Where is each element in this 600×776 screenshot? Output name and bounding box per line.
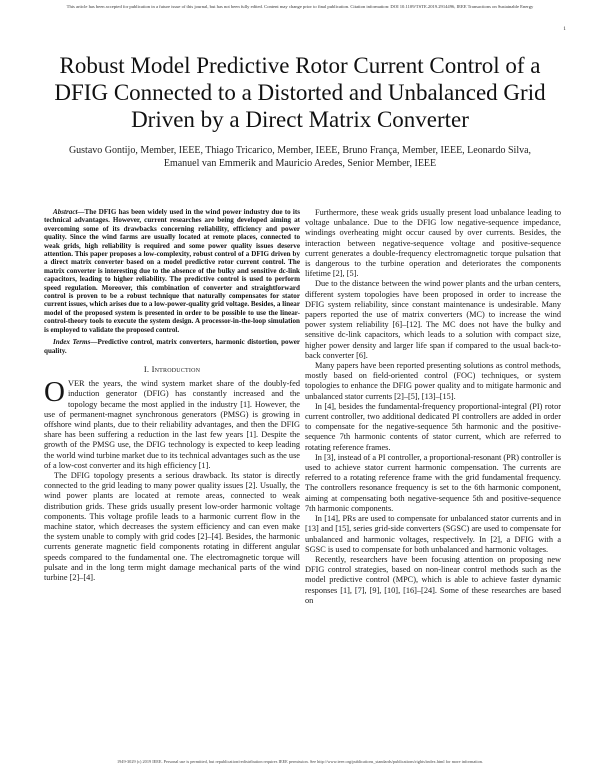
- intro-paragraph-5: Many papers have been reported presenting solutions as control methods, mostly based on field-oriented control (FOC) techniques, or system topologies to enhance the DFIG power quality and to mitigate harmonic and unbalanced stator currents [2]–[5], [13]–[15].: [305, 361, 561, 401]
- intro-paragraph-7: In [3], instead of a PI controller, a proportional-resonant (PR) controller is used to achieve stator current harmonic compensation. The currents are referred to a rotating reference frame with the grid fundamental frequency. The controllers resonance frequency is set to the 6th harmonic component, aiming at compensating both negative-sequence 5th and positive-sequence 7th harmonic components.: [305, 452, 561, 513]
- intro-paragraph-4: Due to the distance between the wind power plants and the urban centers, different system topologies have been proposed in order to increase the DFIG system reliability, since constant maintenance is undesirable. Many papers reported the use of matrix converters (MC) to increase the wind power system reliability [6]–[12]. The MC does not have the bulky and sensitive dc-link capacitors, which leads to a solution with compact size, higher power density and larger life span if compared to the usual back-to-back converter [6].: [305, 279, 561, 360]
- left-column: [44, 208, 300, 583]
- intro-paragraph-6: In [4], besides the fundamental-frequency proportional-integral (PI) rotor current controller, two additional dedicated PI controllers are added in order to compensate for the negative-sequence 5th harmonic and the positive-sequence 7th harmonic contents of stator current, which are referred to rotating reference frames.: [305, 401, 561, 452]
- author-list: [30, 145, 570, 170]
- index-terms-label: Index Terms—: [53, 338, 98, 347]
- abstract-text: The DFIG has been widely used in the wind power industry due to its technical advantages. However, current researches are being developed aiming at overcoming some of its drawbacks concerning reliability, efficiency and power quality. Since the wind farms are usually located at remote places, connected to weak grids, high reliability is required and some power quality issues deserve attention. This paper proposes a low-complexity, robust control of a DFIG driven by a direct matrix converter based on a model predictive rotor current control. The matrix converter is interesting due to the absence of the bulky and sensitive dc-link capacitors, leading to higher reliability. The predictive control is used to perform speed regulation. Moreover, this combination of converter and straightforward control is proven to be a robust technique that naturally compensates for stator current issues, which arises due to a low-power-quality grid voltage. Besides, a linear model of the proposed system is presented in order to be possible to use the linear-control-theory tools to execute the system design. A processor-in-the-loop simulation is employed to validate the proposed control.: [44, 208, 300, 334]
- paper-title: Robust Model Predictive Rotor Current Control of a DFIG Connected to a Distorted and Unbalanced Grid Driven by a Direct Matrix Converter: [54, 53, 546, 132]
- author-line-1: Gustavo Gontijo, Member, IEEE, Thiago Tricarico, Member, IEEE, Bruno França, Member, IEEE, Leonardo Silva,: [68, 145, 532, 156]
- intro-paragraph-3: Furthermore, these weak grids usually present load unbalance leading to voltage unbalance. Due to the DFIG low negative-sequence impedance, windings overheating might occur caused by over currents. Besides, the interaction between negative-sequence voltage and positive-sequence current generates a double-frequency electromagnetic torque pulsation that is dangerous to the turbine operation and deteriorates the components lifetime [2], [5].: [305, 208, 561, 279]
- right-column: [305, 208, 561, 606]
- section-heading-introduction: I. Introduction: [143, 363, 201, 374]
- abstract-label: Abstract—: [53, 208, 85, 216]
- intro-paragraph-8: In [14], PRs are used to compensate for unbalanced stator currents and in [13] and [15], series grid-side converters (SGSC) are used to compensate for unbalanced and harmonic voltages, respectively. In [2], a DFIG with a SGSC is used to compensate for both unbalanced and harmonic voltages.: [305, 514, 561, 554]
- index-terms: [44, 338, 300, 355]
- index-terms-text: Predictive control, matrix converters, harmonic distortion, power quality.: [44, 338, 301, 355]
- intro-paragraph-1-text: VER the years, the wind system market share of the doubly-fed induction generator (DFIG) has constantly increased and the topology became the most applied in the industry [1]. However, the use of permanent-magnet synchronous generators (PMSG) is growing in offshore wind plants, due to their reliability advantages, and then the DFIG share has been suffering a reduction in the last few years [1]. Despite the growth of the PMSG use, the DFIG technology is expected to keep leading the world wind turbine market due to its technical advantages such as the use of a low-cost converter and its high efficiency [1].: [44, 379, 300, 470]
- copyright-footer: 1949-3029 (c) 2019 IEEE. Personal use is permitted, but republication/redistribution requires IEEE permission. See http://www.ieee.org/publications_standards/publications/rights/index.html for more information.: [117, 759, 483, 764]
- intro-paragraph-1: [44, 376, 300, 471]
- abstract: [44, 208, 300, 334]
- intro-paragraph-2: The DFIG topology presents a serious drawback. Its stator is directly connected to the grid leading to many power quality issues [2]. Usually, the wind power plants are located at remote areas, connected to weak distribution grids. These grids usually present low-order harmonic voltage components. This voltage profile leads to a harmonic current flow in the machine stator, which decreases the system efficiency and can even make the system unable to comply with grid codes [2]–[4]. Besides, the harmonic currents generate magnetic field components rotating in different angular speeds compared to the fundamental one. The electromagnetic torque will pulsate and in the long term might damage mechanical parts of the wind turbine [2]–[4].: [44, 470, 300, 582]
- drop-cap: O: [44, 376, 65, 409]
- author-line-2: Emanuel van Emmerik and Mauricio Aredes, Senior Member, IEEE: [163, 157, 437, 169]
- page-number: 1: [563, 26, 566, 32]
- intro-paragraph-9: Recently, researchers have been focusing attention on proposing new DFIG control strategies, based on non-linear control methods such as the model predictive control (MPC), which is able to achieve faster dynamic responses [1], [7], [9], [10], [16]–[24]. Some of these researches are based on: [305, 554, 561, 605]
- journal-banner: This article has been accepted for publication in a future issue of this journal, but has not been fully edited. Content may change prior to final publication. Citation information: DOI 10.1109/TSTE.2019.2914496, IEEE Transactions on Sustainable Energy: [66, 4, 534, 9]
